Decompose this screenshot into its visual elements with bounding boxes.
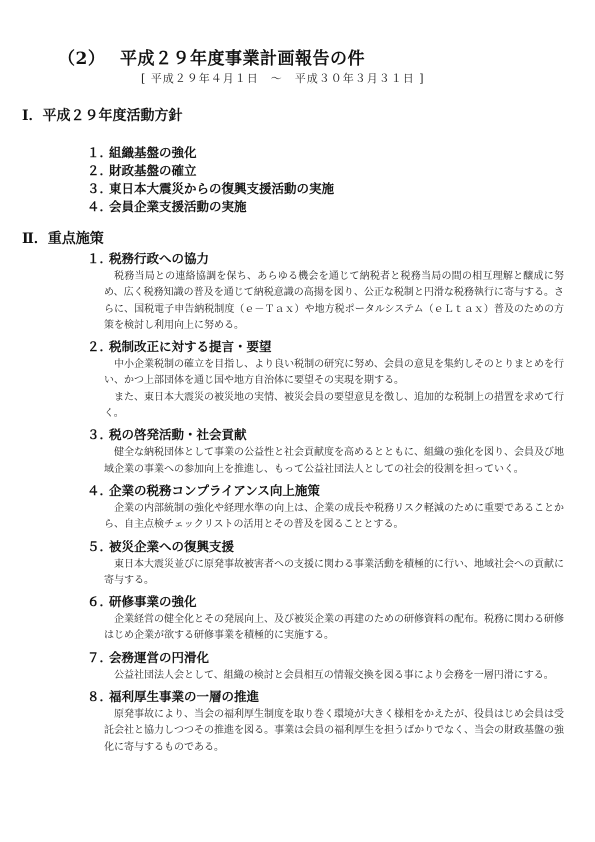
measure-title-text: 税制改正に対する提言・要望 xyxy=(109,339,272,355)
measure-item xyxy=(87,250,572,334)
measure-title-text: 研修事業の強化 xyxy=(109,594,197,610)
measure-item xyxy=(87,593,572,645)
policy-item-label: 会員企業支援活動の実施 xyxy=(109,199,247,214)
measure-paragraph: 税務当局との連絡協調を保ち、あらゆる機会を通じて納税者と税務当局の間の相互理解と醸成に努め、広く税務知識の普及を通じて納税意識の高揚を図り、公正な税制と円滑な税務執行に寄与する。さらに、国税電子申告納税制度（ｅ－Ｔａｘ）や地方税ポータルシステム（ｅＬｔａｘ）普及のための方策を検討し利用向上に努める。 xyxy=(104,271,564,331)
measure-paragraph: 公益社団法人会として、組織の検討と会員相互の情報交換を図る事により会務を一層円滑にする。 xyxy=(114,669,554,681)
measure-body xyxy=(104,557,564,590)
measure-number: ２． xyxy=(87,339,113,355)
title-number: （2） xyxy=(58,49,106,69)
measure-body xyxy=(104,668,564,684)
measure-body xyxy=(104,707,564,756)
policy-item-number: ３． xyxy=(87,181,113,196)
measure-paragraph: 中小企業税制の確立を目指し、より良い税制の研究に努め、会員の意見を集約しそのとりまとめを行い、かつ上部団体を通じ国や地方自治体に要望その実現を期する。 xyxy=(104,359,564,387)
measure-item xyxy=(87,482,572,534)
measure-title-text: 被災企業への復興支援 xyxy=(109,538,235,554)
measure-item xyxy=(87,538,572,590)
measure-title xyxy=(87,538,572,555)
measure-body xyxy=(104,357,564,422)
policy-item-number: １． xyxy=(87,145,113,160)
measure-paragraph: 原発事故により、当会の福利厚生制度を取り巻く環境が大きく様相をかえたが、役員はじめ会員は受託会社と協力しつつその推進を図る。事業は会員の福利厚生を担うばかりでなく、当会の財政基盤の強化に寄与するものである。 xyxy=(104,709,564,753)
measure-number: ６． xyxy=(87,594,113,610)
measure-title xyxy=(87,593,572,610)
measures-list xyxy=(87,250,572,760)
measure-paragraph: また、東日本大震災の被災地の実情、被災会員の要望意見を徴し、追加的な税制上の措置を求めて行く。 xyxy=(104,391,564,420)
measure-paragraph: 東日本大震災並びに原発事故被害者への支援に関わる事業活動を積極的に行い、地域社会への貢献に寄与する。 xyxy=(104,558,564,586)
policy-item-label: 組織基盤の強化 xyxy=(109,145,197,160)
measure-number: ４． xyxy=(87,482,113,498)
measure-body xyxy=(104,612,564,645)
measure-title xyxy=(87,250,572,267)
policy-item-number: ２． xyxy=(87,163,113,178)
measure-title-text: 税務行政への協力 xyxy=(109,251,210,266)
measure-item xyxy=(87,688,572,756)
measure-body xyxy=(104,445,564,478)
policy-item xyxy=(87,162,507,180)
measure-paragraph: 健全な納税団体として事業の公益性と社会貢献度を高めるとともに、組織の強化を図り、会員及び地域企業の事業への参加向上を推進し、もって公益社団法人としての社会的役割を担っていく。 xyxy=(104,447,564,475)
measure-paragraph: 企業の内部統制の強化や経理水準の向上は、企業の成長や税務リスク軽減のために重要であることから、自主点検チェックリストの活用とその普及を図ることとする。 xyxy=(104,502,564,531)
measure-title xyxy=(87,426,572,443)
policy-item xyxy=(87,180,507,198)
measure-title-text: 企業の税務コンプライアンス向上施策 xyxy=(109,482,320,498)
measure-paragraph: 企業経営の健全化とその発展向上、及び被災企業の再建のための研修資料の配布。税務に関わる研修はじめ企業が欲する研修事業を積極的に実施する。 xyxy=(104,614,564,642)
title-text: 平成２９年度事業計画報告の件 xyxy=(120,49,365,69)
measure-title xyxy=(87,688,572,705)
fiscal-period: [ 平成２９年４月１日 ～ 平成３０年３月３１日 ] xyxy=(141,72,425,85)
policy-item-number: ４． xyxy=(87,199,113,214)
document-title xyxy=(58,44,365,69)
measure-item xyxy=(87,426,572,478)
section-heading-policy: Ⅰ．平成２９年度活動方針 xyxy=(22,108,183,124)
measure-body xyxy=(104,269,564,334)
measure-title xyxy=(87,338,572,355)
measure-number: ５． xyxy=(87,538,113,554)
measure-number: ７． xyxy=(87,649,113,665)
measure-title-text: 福利厚生事業の一層の推進 xyxy=(109,689,260,705)
measure-title-text: 税の啓発活動・社会貢献 xyxy=(109,427,247,443)
measure-title-text: 会務運営の円滑化 xyxy=(109,649,210,665)
policy-item xyxy=(87,144,507,162)
measure-title xyxy=(87,482,572,499)
measure-title xyxy=(87,649,572,666)
policy-list xyxy=(87,144,507,216)
measure-item xyxy=(87,649,572,684)
policy-item xyxy=(87,198,507,216)
policy-item-label: 財政基盤の確立 xyxy=(109,163,197,178)
measure-body xyxy=(104,501,564,534)
policy-item-label: 東日本大震災からの復興支援活動の実施 xyxy=(109,181,335,196)
section-heading-measures: Ⅱ．重点施策 xyxy=(22,231,104,247)
measure-number: ８． xyxy=(87,689,113,705)
measure-number: ３． xyxy=(87,427,113,443)
measure-number: １． xyxy=(87,251,113,266)
measure-item xyxy=(87,338,572,422)
